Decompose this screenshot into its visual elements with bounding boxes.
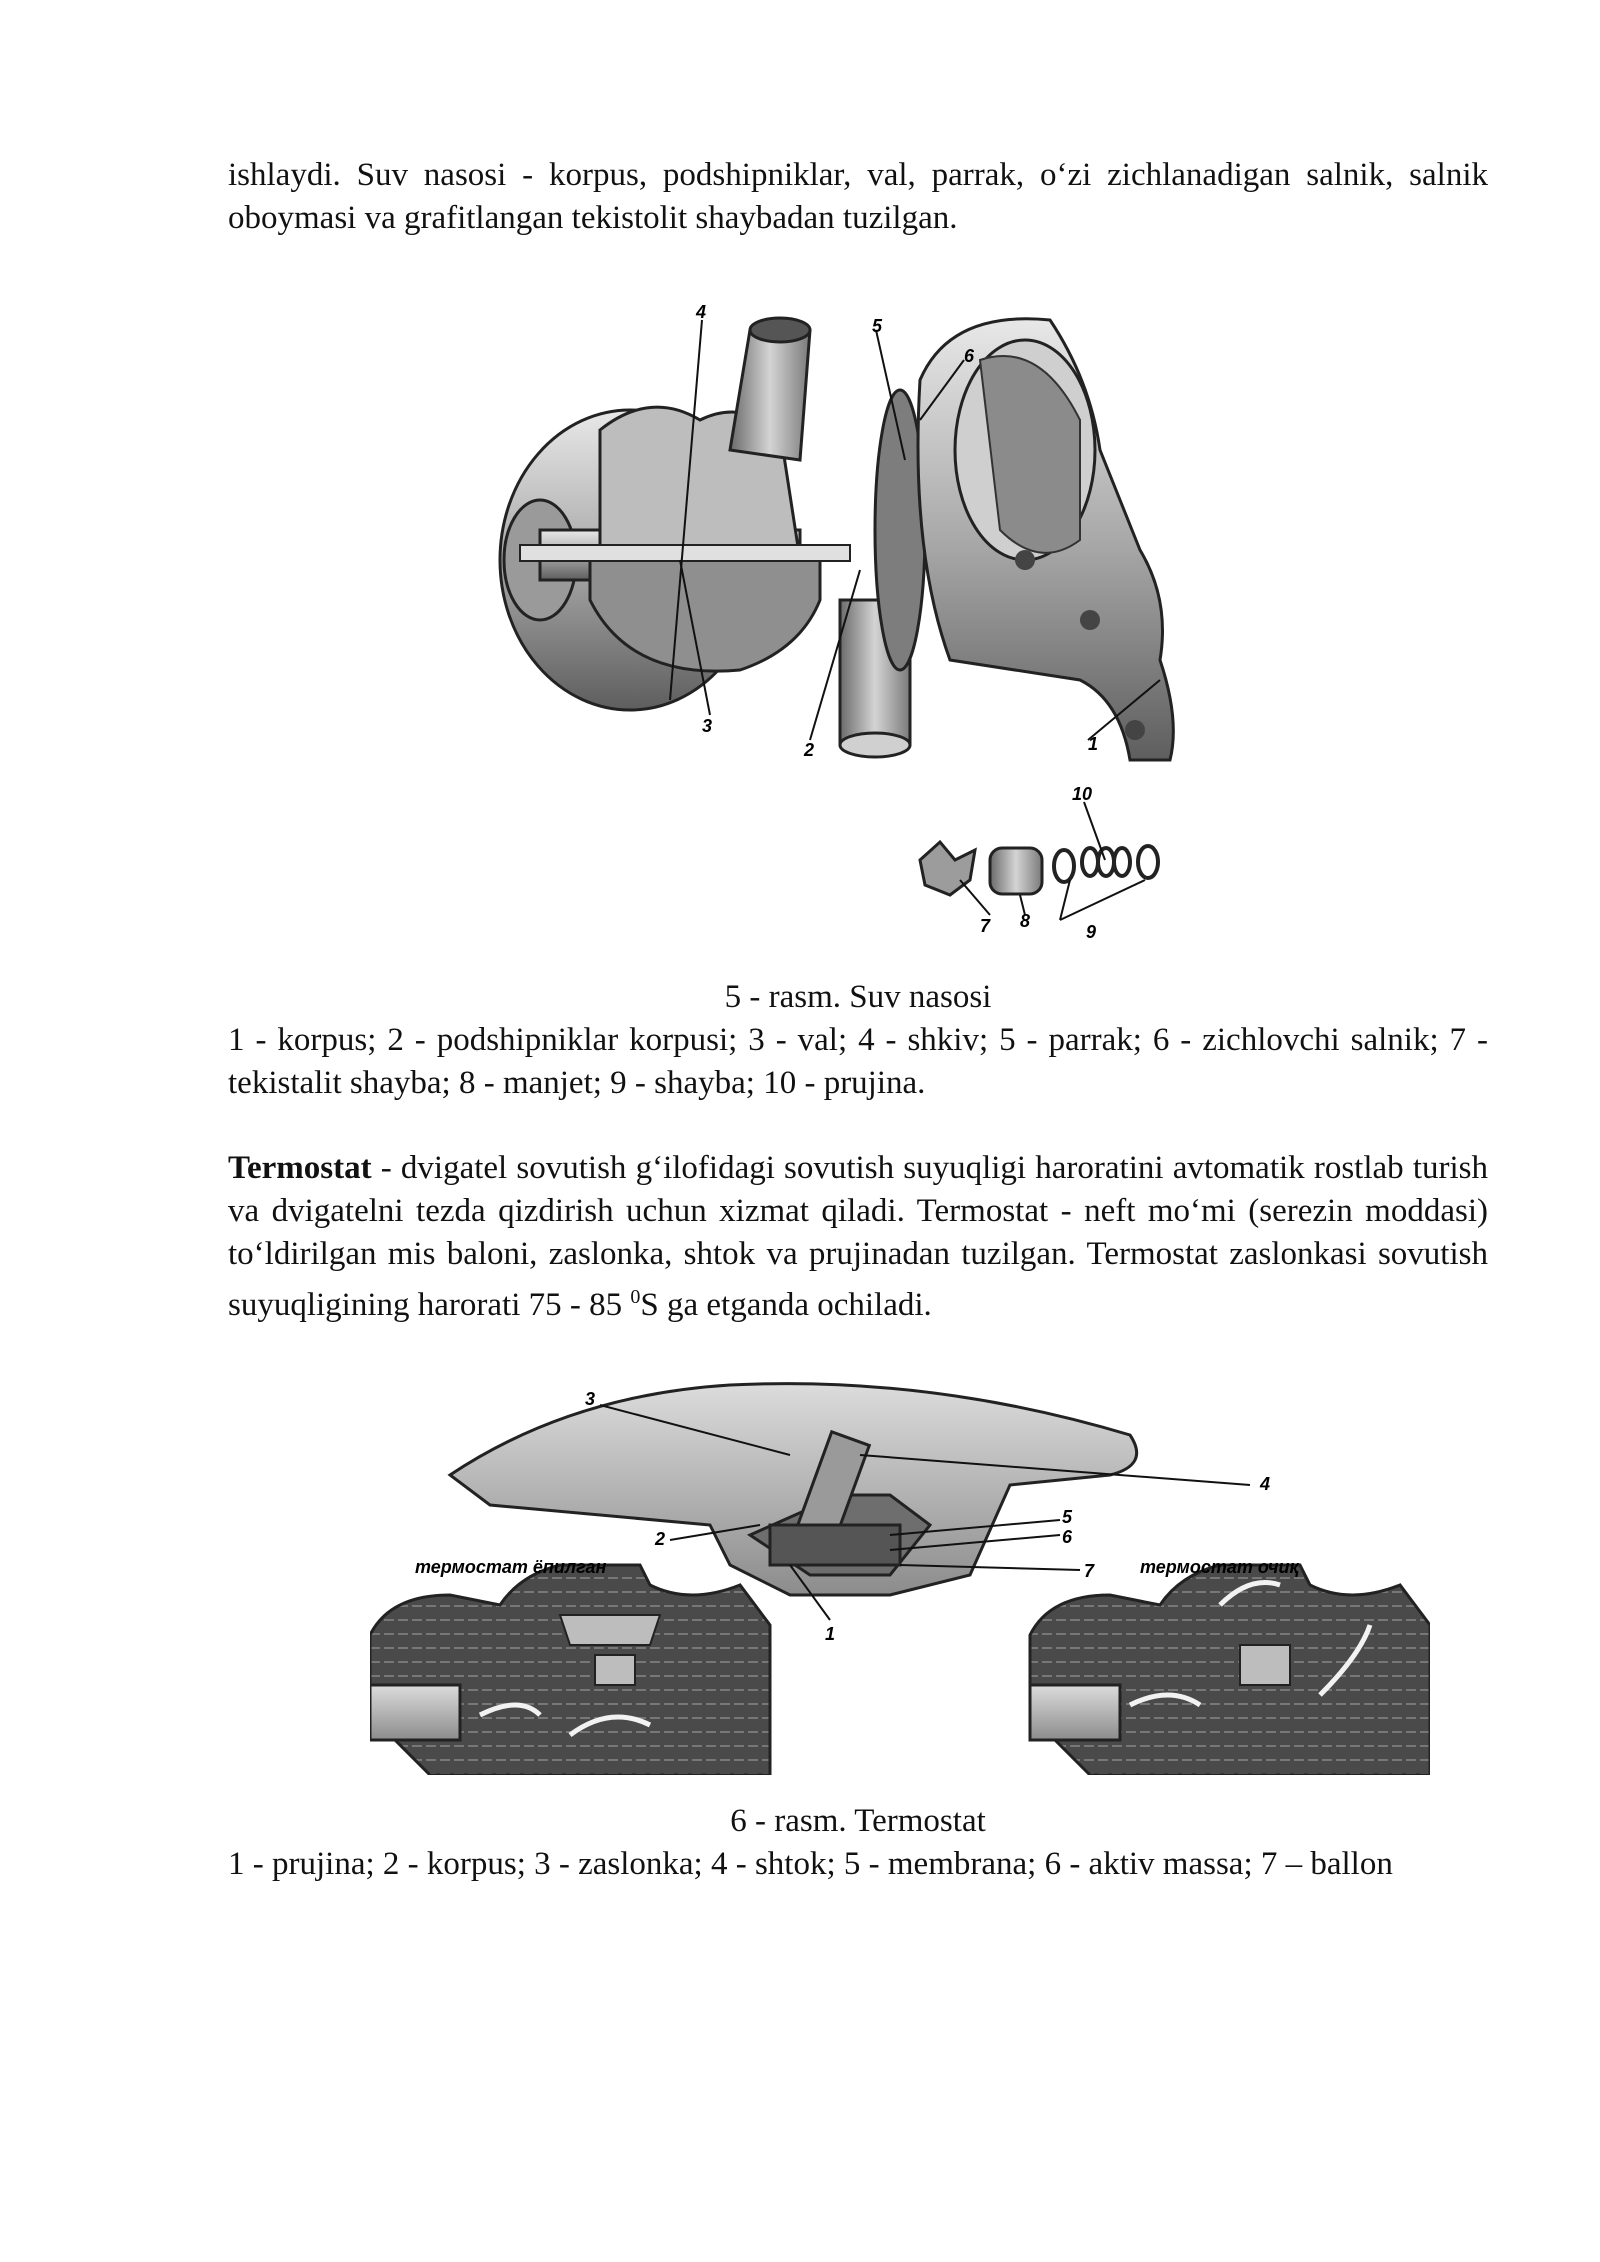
callout-9: 9 [1086,922,1097,942]
figure1-caption-legend: 1 - korpus; 2 - podshipniklar korpusi; 3 - val; 4 - shkiv; 5 - parrak; 6 - zichlovchi salnik; 7 - tekistalit shayba; 8 - manjet; 9 - shayba; 10 - prujina. [228,1022,1488,1101]
figure2-caption-legend: 1 - prujina; 2 - korpus; 3 - zaslonka; 4 - shtok; 5 - membrana; 6 - aktiv massa; 7 – ballon [228,1846,1393,1882]
callout-1: 1 [825,1624,836,1644]
figure1-caption-title: 5 - rasm. Suv nasosi [724,979,992,1015]
termostat-paragraph [228,1147,1488,1327]
label-thermostat-closed: термостат ёпилган [415,1557,607,1577]
callout-4: 4 [1260,1474,1271,1494]
callout-5: 5 [872,316,883,336]
thermostat-figure [370,1375,1430,1775]
thermostat-drawing [370,1375,1430,1775]
callout-10: 10 [1072,784,1093,804]
callout-3: 3 [585,1389,596,1409]
termostat-text-part2: S ga etganda ochiladi. [640,1287,932,1323]
callout-1: 1 [1088,734,1099,754]
water-pump-figure [480,300,1200,960]
callout-6: 6 [964,346,975,366]
callout-5: 5 [1062,1507,1073,1527]
callout-8: 8 [1020,911,1031,931]
figure2-caption-title: 6 - rasm. Termostat [730,1803,986,1839]
termostat-term: Termostat [228,1150,372,1186]
callout-4: 4 [696,302,707,322]
label-thermostat-open: термостат очиқ [1140,1557,1299,1577]
callout-2: 2 [804,740,815,760]
termostat-superscript: 0 [630,1286,641,1308]
callout-6: 6 [1062,1527,1073,1547]
intro-paragraph: ishlaydi. Suv nasosi - korpus, podshipniklar, val, parrak, o‘zi zichlanadigan salnik, salnik oboymasi va grafitlangan tekistolit shaybadan tuzilgan. [228,157,1488,236]
callout-3: 3 [702,716,713,736]
callout-7: 7 [1084,1561,1095,1581]
termostat-text-part1: - dvigatel sovutish g‘ilofidagi sovutish suyuqligi haroratini avtomatik rostlab turish va dvigatelni tezda qizdirish uchun xizmat qiladi. Termostat - neft mo‘mi (serezin moddasi) to‘ldirilgan mis baloni, zaslonka, shtok va prujinadan tuzilgan. Termostat zaslonkasi sovutish suyuqligining harorati 75 - 85 [228,1150,1488,1323]
water-pump-drawing [480,300,1200,960]
callout-2: 2 [655,1529,666,1549]
callout-7: 7 [980,916,991,936]
